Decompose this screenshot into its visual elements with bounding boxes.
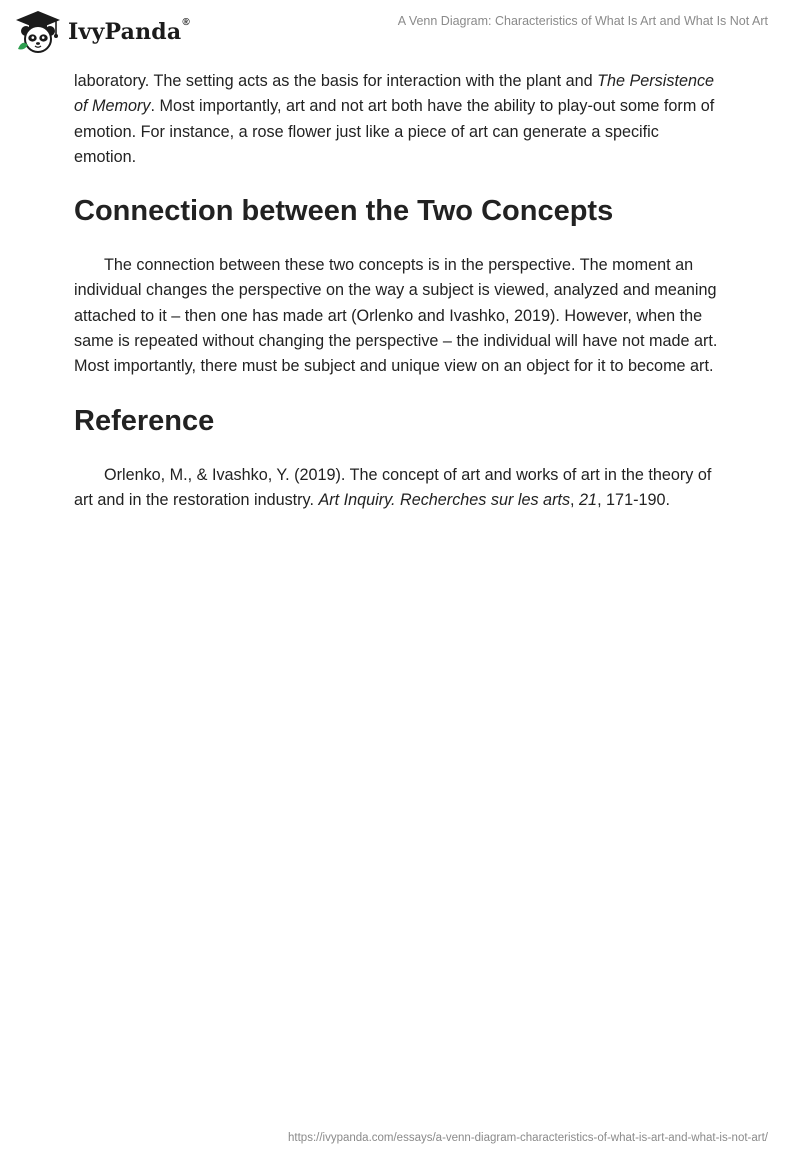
paragraph-connection: The connection between these two concepts is in the perspective. The moment an individual changes the perspective on the way a subject is viewed, analyzed and meaning attached to it – then one has made art (Orlenko and Ivashko, 2019). However, when the same is repeated without changing the perspective – the individual will have not made art. Most importantly, there must be subject and unique view on an object for it to become art. xyxy=(74,256,718,376)
reference-entry: Orlenko, M., & Ivashko, Y. (2019). The concept of art and works of art in the theory of art and in the restoration industry. Art Inquiry. Recherches sur les arts, 21, 171-190. xyxy=(74,465,712,509)
journal-volume: 21 xyxy=(579,490,598,509)
logo-wordmark: IvyPanda® xyxy=(68,17,190,45)
paragraph-continued: laboratory. The setting acts as the basis for interaction with the plant and The Persistence of Memory. Most importantly, art and not art both have the ability to play-out some form of emotion. For instance, a rose flower just like a piece of art can generate a specific emotion. xyxy=(74,72,715,166)
panda-graduate-icon xyxy=(14,9,62,55)
heading-reference: Reference xyxy=(74,404,215,437)
footer-url[interactable]: https://ivypanda.com/essays/a-venn-diagram-characteristics-of-what-is-art-and-what-is-not-art/ xyxy=(288,1132,768,1144)
artwork-title: The Persistence of Memory xyxy=(74,72,715,116)
heading-connection: Connection between the Two Concepts xyxy=(74,195,614,228)
registered-mark: ® xyxy=(182,17,190,28)
site-logo[interactable] xyxy=(14,8,190,56)
running-title: A Venn Diagram: Characteristics of What Is Art and What Is Not Art xyxy=(397,14,768,28)
journal-title: Art Inquiry. Recherches sur les arts xyxy=(318,490,571,509)
essay-content xyxy=(74,69,724,513)
